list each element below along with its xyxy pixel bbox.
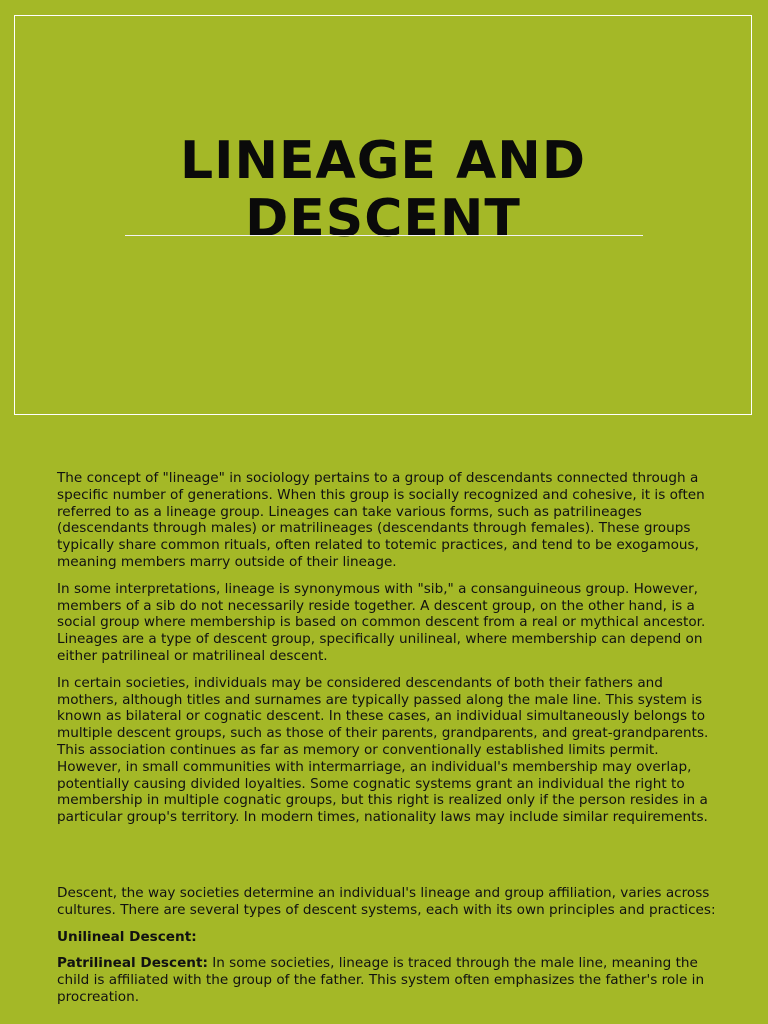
title-line-1: LINEAGE AND — [179, 131, 586, 191]
document-body — [57, 470, 723, 1016]
heading-unilineal: Unilineal Descent: — [57, 928, 197, 945]
title-line-2: DESCENT — [245, 189, 521, 249]
title-underline — [125, 235, 643, 236]
page-title — [15, 132, 751, 248]
patrilineal-label: Patrilineal Descent: — [57, 955, 208, 972]
paragraph-patrilineal — [57, 955, 723, 1005]
paragraph-descent-intro: Descent, the way societies determine an individual's lineage and group affiliation, varies across cultures. There are several types of descent systems, each with its own principles and practices: — [57, 884, 716, 918]
paragraph-cognatic: In certain societies, individuals may be considered descendants of both their fathers and mothers, although titles and surnames are typically passed along the male line. This system is known as bilateral or cognatic descent. In these cases, an individual simultaneously belongs to multiple descent groups, such as those of their parents, grandparents, and great-grandparents. This association continues as far as memory or conventionally established limits permit. However, in small communities with intermarriage, an individual's membership may overlap, potentially causing divided loyalties. Some cognatic systems grant an individual the right to membership in multiple cognatic groups, but this right is realized only if the person resides in a particular group's territory. In modern times, nationality laws may include similar requirements. — [57, 674, 709, 826]
paragraph-lineage: The concept of "lineage" in sociology pertains to a group of descendants connected through a specific number of generations. When this group is socially recognized and cohesive, it is often referred to as a lineage group. Lineages can take various forms, such as patrilineages (descendants through males) or matrilineages (descendants through females). These groups typically share common rituals, often related to totemic practices, and tend to be exogamous, meaning members marry outside of their lineage. — [57, 470, 705, 570]
paragraph-sib: In some interpretations, lineage is synonymous with "sib," a consanguineous group. However, members of a sib do not necessarily reside together. A descent group, on the other hand, is a social group where membership is based on common descent from a real or mythical ancestor. Lineages are a type of descent group, specifically unilineal, where membership can depend on either patrilineal or matrilineal descent. — [57, 580, 706, 664]
title-slide — [14, 15, 752, 415]
patrilineal-text: In some societies, lineage is traced through the male line, meaning the child is affiliated with the group of the father. This system often emphasizes the father's role in procreation. — [57, 955, 705, 1005]
section-gap — [57, 836, 723, 885]
